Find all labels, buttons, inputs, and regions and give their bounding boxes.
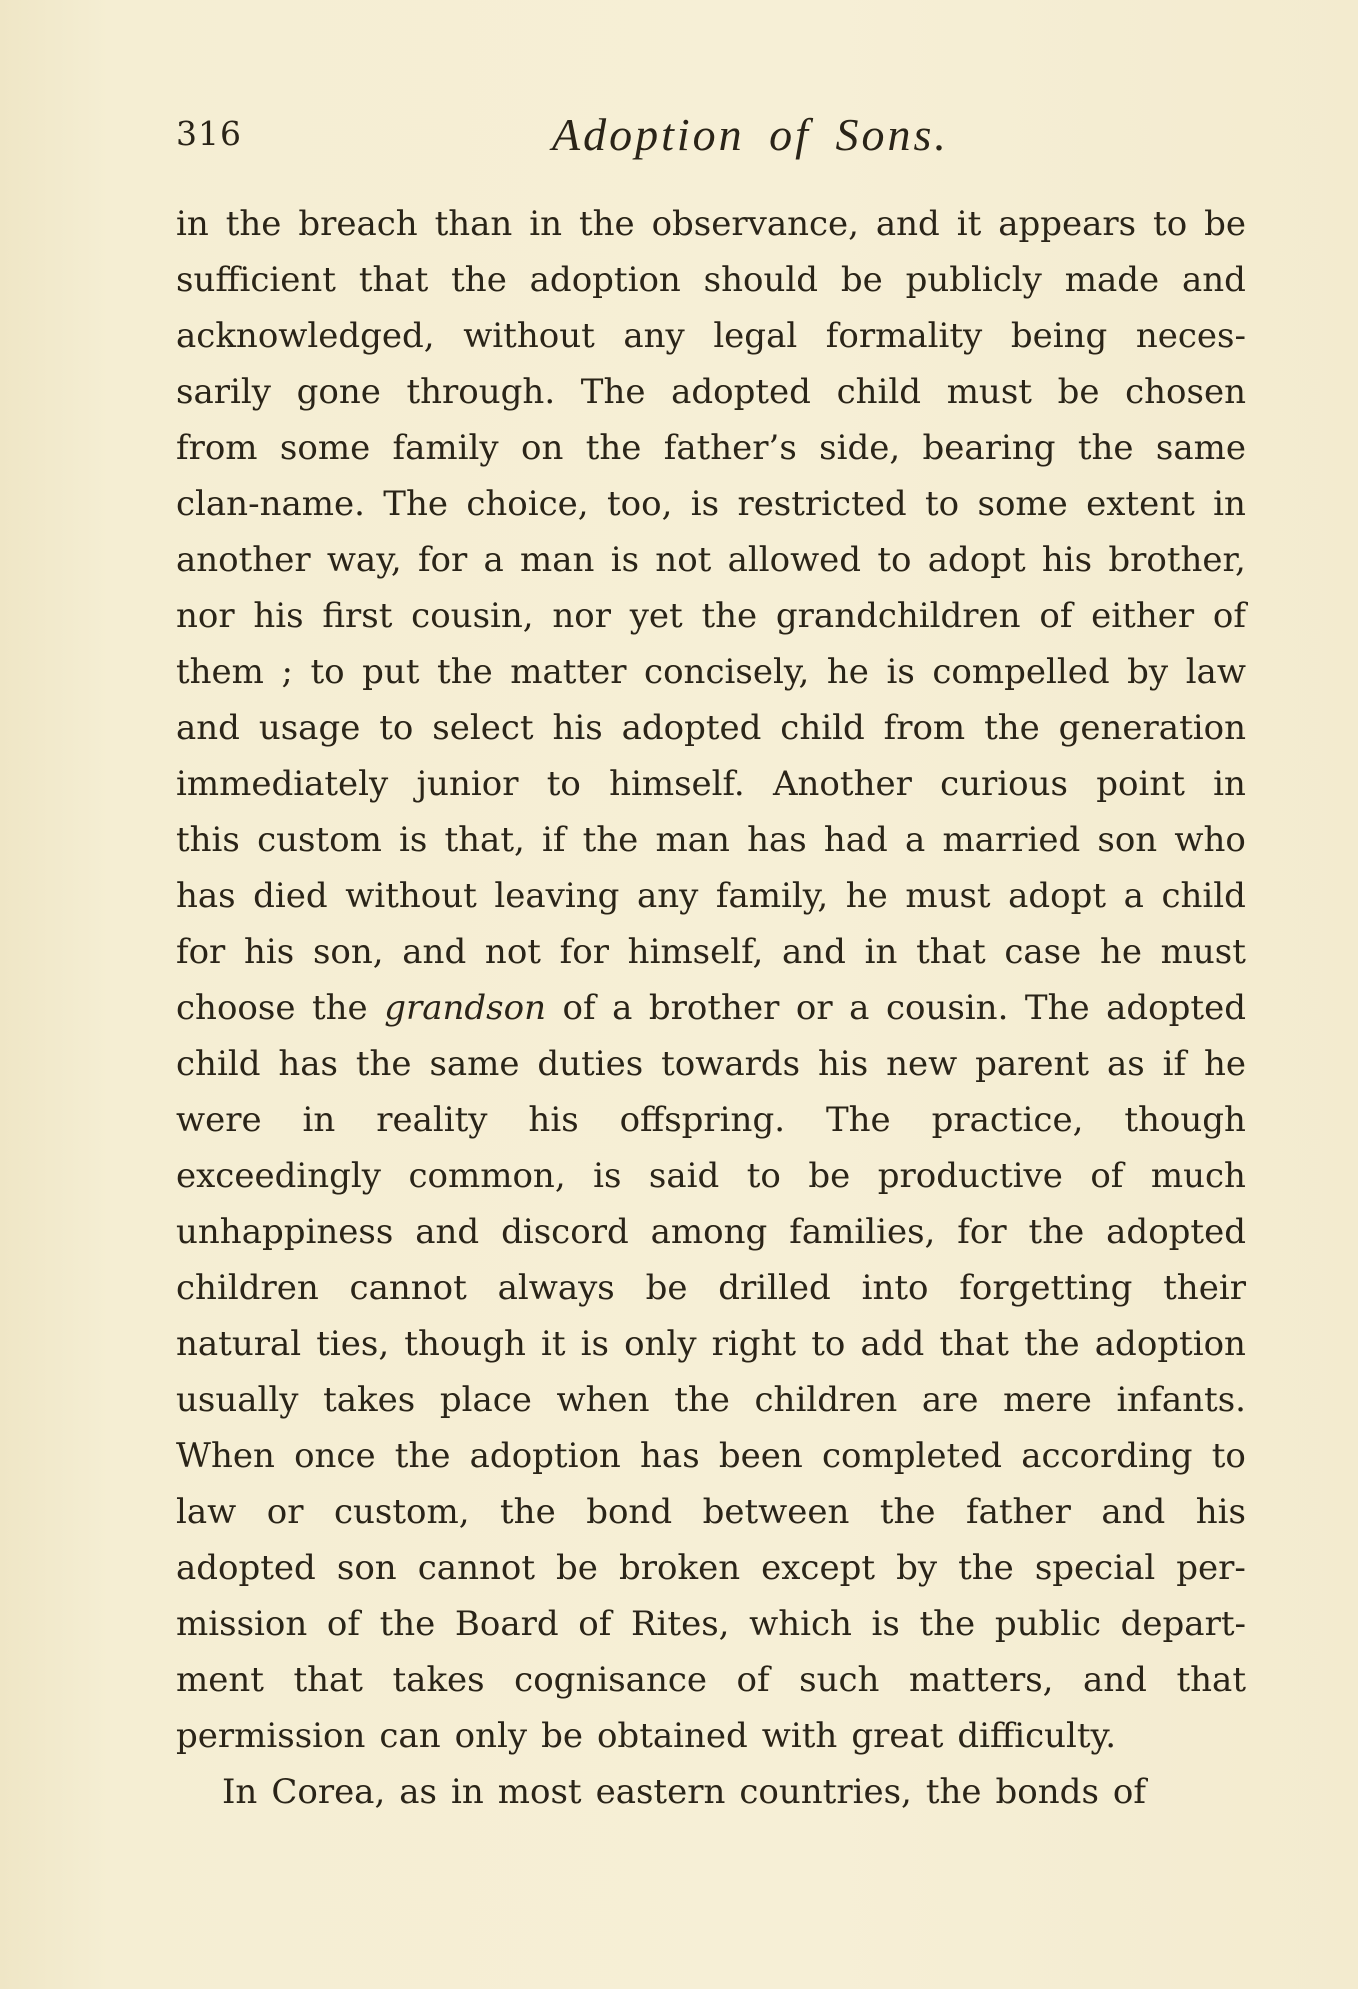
text-line: were in reality his offspring. The practice, though (176, 1100, 1246, 1140)
body-text (176, 196, 1246, 1820)
text-line: children cannot always be drilled into forgetting their (176, 1268, 1246, 1308)
text-line: permission can only be obtained with great difficulty. (176, 1716, 1117, 1756)
text-line: mission of the Board of Rites, which is the public depart- (176, 1604, 1246, 1644)
text-line: has died without leaving any family, he must adopt a child (176, 876, 1246, 916)
text-line: from some family on the father’s side, bearing the same (176, 428, 1246, 468)
text-line: usually takes place when the children are mere infants. (176, 1380, 1246, 1420)
text-line: exceedingly common, is said to be productive of much (176, 1156, 1246, 1196)
text-line: In Corea, as in most eastern countries, the bonds of (222, 1772, 1146, 1812)
text-line: adopted son cannot be broken except by the special per- (176, 1548, 1246, 1588)
text-line: When once the adoption has been completed according to (176, 1436, 1246, 1476)
text-line: clan-name. The choice, too, is restricted to some extent in (176, 484, 1246, 524)
page-heading: Adoption of Sons. (552, 109, 949, 160)
text-line: immediately junior to himself. Another curious point in (176, 764, 1246, 804)
text-line: nor his first cousin, nor yet the grandchildren of either of (176, 596, 1246, 636)
text-line: sarily gone through. The adopted child must be chosen (176, 372, 1246, 412)
text-line: another way, for a man is not allowed to adopt his brother, (176, 540, 1246, 580)
running-head (172, 108, 1252, 168)
text-line: in the breach than in the observance, and it appears to be (176, 204, 1246, 244)
text-line: child has the same duties towards his new parent as if he (176, 1044, 1246, 1084)
text-line: choose the grandson of a brother or a cousin. The adopted (176, 988, 1246, 1028)
text-line: and usage to select his adopted child from the generation (176, 708, 1246, 748)
text-line: law or custom, the bond between the father and his (176, 1492, 1246, 1532)
text-line: natural ties, though it is only right to add that the adoption (176, 1324, 1246, 1364)
text-line: for his son, and not for himself, and in that case he must (176, 932, 1246, 972)
page-number: 316 (176, 114, 242, 153)
text-line: this custom is that, if the man has had a married son who (176, 820, 1246, 860)
text-line: unhappiness and discord among families, for the adopted (176, 1212, 1246, 1252)
text-line: sufficient that the adoption should be publicly made and (176, 260, 1246, 300)
text-line: acknowledged, without any legal formality being neces- (176, 316, 1246, 356)
text-line: them ; to put the matter concisely, he is compelled by law (176, 652, 1246, 692)
text-line: ment that takes cognisance of such matters, and that (176, 1660, 1246, 1700)
